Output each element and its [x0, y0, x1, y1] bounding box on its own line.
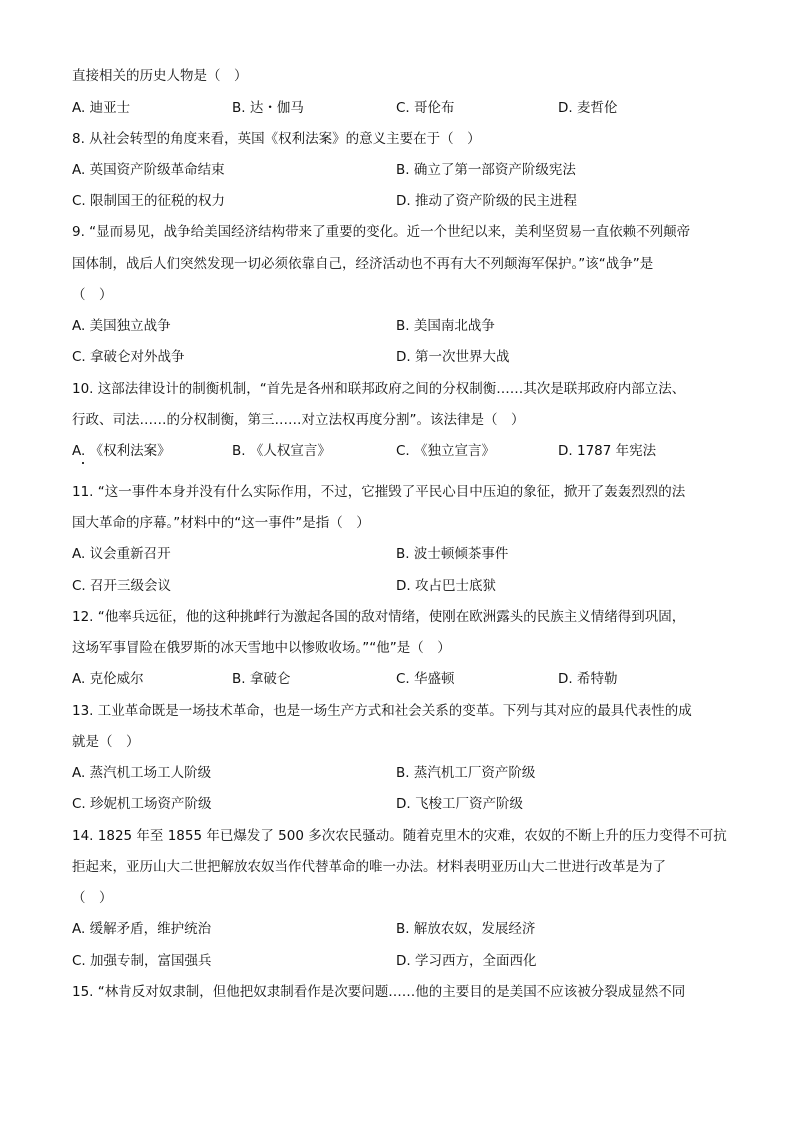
q10-stem-line2: 行政、司法……的分权制衡，第三……对立法权再度分割”。该法律是（ ） [72, 412, 525, 428]
q13-option-d: D. 飞梭工厂资产阶级 [396, 796, 523, 812]
q8-stem: 8. 从社会转型的角度来看，英国《权利法案》的意义主要在于（ ） [72, 131, 481, 147]
q9-option-b: B. 美国南北战争 [396, 318, 495, 334]
q9-option-d: D. 第一次世界大战 [396, 349, 510, 365]
q14-option-c: C. 加强专制，富国强兵 [72, 953, 212, 969]
q12-option-b: B. 拿破仑 [232, 671, 291, 687]
q8-option-a: A. 英国资产阶级革命结束 [72, 162, 225, 178]
q10-option-b: B. 《人权宣言》 [232, 443, 331, 459]
q14-option-d: D. 学习西方，全面西化 [396, 953, 537, 969]
q9-option-a: A. 美国独立战争 [72, 318, 171, 334]
q13-option-a: A. 蒸汽机工场工人阶级 [72, 765, 212, 781]
q13-option-c: C. 珍妮机工场资产阶级 [72, 796, 212, 812]
q9-stem-line1: 9. “显而易见，战争给美国经济结构带来了重要的变化。近一个世纪以来，美利坚贸易一直依赖不列颠帝 [72, 224, 691, 240]
q11-option-d: D. 攻占巴士底狱 [396, 578, 496, 594]
q12-option-a: A. 克伦威尔 [72, 671, 144, 687]
q7-option-b: B. 达・伽马 [232, 100, 304, 116]
q13-stem-line2: 就是（ ） [72, 734, 140, 750]
q14-stem-line2: 拒起来，亚历山大二世把解放农奴当作代替革命的唯一办法。材料表明亚历山大二世进行改革是为了 [72, 859, 666, 875]
q14-stem-line3: （ ） [72, 890, 113, 906]
stray-dot [82, 462, 84, 464]
q12-option-d: D. 希特勒 [558, 671, 618, 687]
q11-stem-line1: 11. “这一事件本身并没有什么实际作用，不过，它摧毁了平民心目中压迫的象征，掀开了轰轰烈烈的法 [72, 484, 686, 500]
q7-option-d: D. 麦哲伦 [558, 100, 618, 116]
q13-stem-line1: 13. 工业革命既是一场技术革命，也是一场生产方式和社会关系的变革。下列与其对应的最具代表性的成 [72, 703, 692, 719]
q11-option-a: A. 议会重新召开 [72, 546, 171, 562]
q9-stem-line2: 国体制，战后人们突然发现一切必须依靠自己，经济活动也不再有大不列颠海军保护。”该“战争”是 [72, 256, 654, 272]
q10-option-a: A. 《权利法案》 [72, 443, 171, 459]
q12-stem-line1: 12. “他率兵远征，他的这种挑衅行为激起各国的敌对情绪，使刚在欧洲露头的民族主义情绪得到巩固， [72, 609, 686, 625]
q14-option-a: A. 缓解矛盾，维护统治 [72, 921, 212, 937]
q12-option-c: C. 华盛顿 [396, 671, 455, 687]
q7-option-a: A. 迪亚士 [72, 100, 131, 116]
q9-option-c: C. 拿破仑对外战争 [72, 349, 185, 365]
q13-option-b: B. 蒸汽机工厂资产阶级 [396, 765, 536, 781]
q7-stem: 直接相关的历史人物是（ ） [72, 68, 248, 84]
q11-stem-line2: 国大革命的序幕。”材料中的“这一事件”是指（ ） [72, 515, 370, 531]
q10-option-d: D. 1787 年宪法 [558, 443, 657, 459]
q11-option-c: C. 召开三级会议 [72, 578, 172, 594]
q12-stem-line2: 这场军事冒险在俄罗斯的冰天雪地中以惨败收场。”“他”是（ ） [72, 640, 451, 656]
q8-option-c: C. 限制国王的征税的权力 [72, 193, 226, 209]
q14-option-b: B. 解放农奴，发展经济 [396, 921, 536, 937]
q14-stem-line1: 14. 1825 年至 1855 年已爆发了 500 多次农民骚动。随着克里木的灾难，农奴的不断上升的压力变得不可抗 [72, 828, 727, 844]
q7-option-c: C. 哥伦布 [396, 100, 455, 116]
q8-option-b: B. 确立了第一部资产阶级宪法 [396, 162, 576, 178]
q9-stem-line3: （ ） [72, 287, 113, 303]
q10-option-c: C. 《独立宣言》 [396, 443, 496, 459]
q11-option-b: B. 波士顿倾茶事件 [396, 546, 509, 562]
q10-stem-line1: 10. 这部法律设计的制衡机制，“首先是各州和联邦政府之间的分权制衡……其次是联邦政府内部立法、 [72, 381, 686, 397]
q15-stem-line1: 15. “林肯反对奴隶制，但他把奴隶制看作是次要问题……他的主要目的是美国不应该被分裂成显然不同 [72, 984, 686, 1000]
q8-option-d: D. 推动了资产阶级的民主进程 [396, 193, 577, 209]
